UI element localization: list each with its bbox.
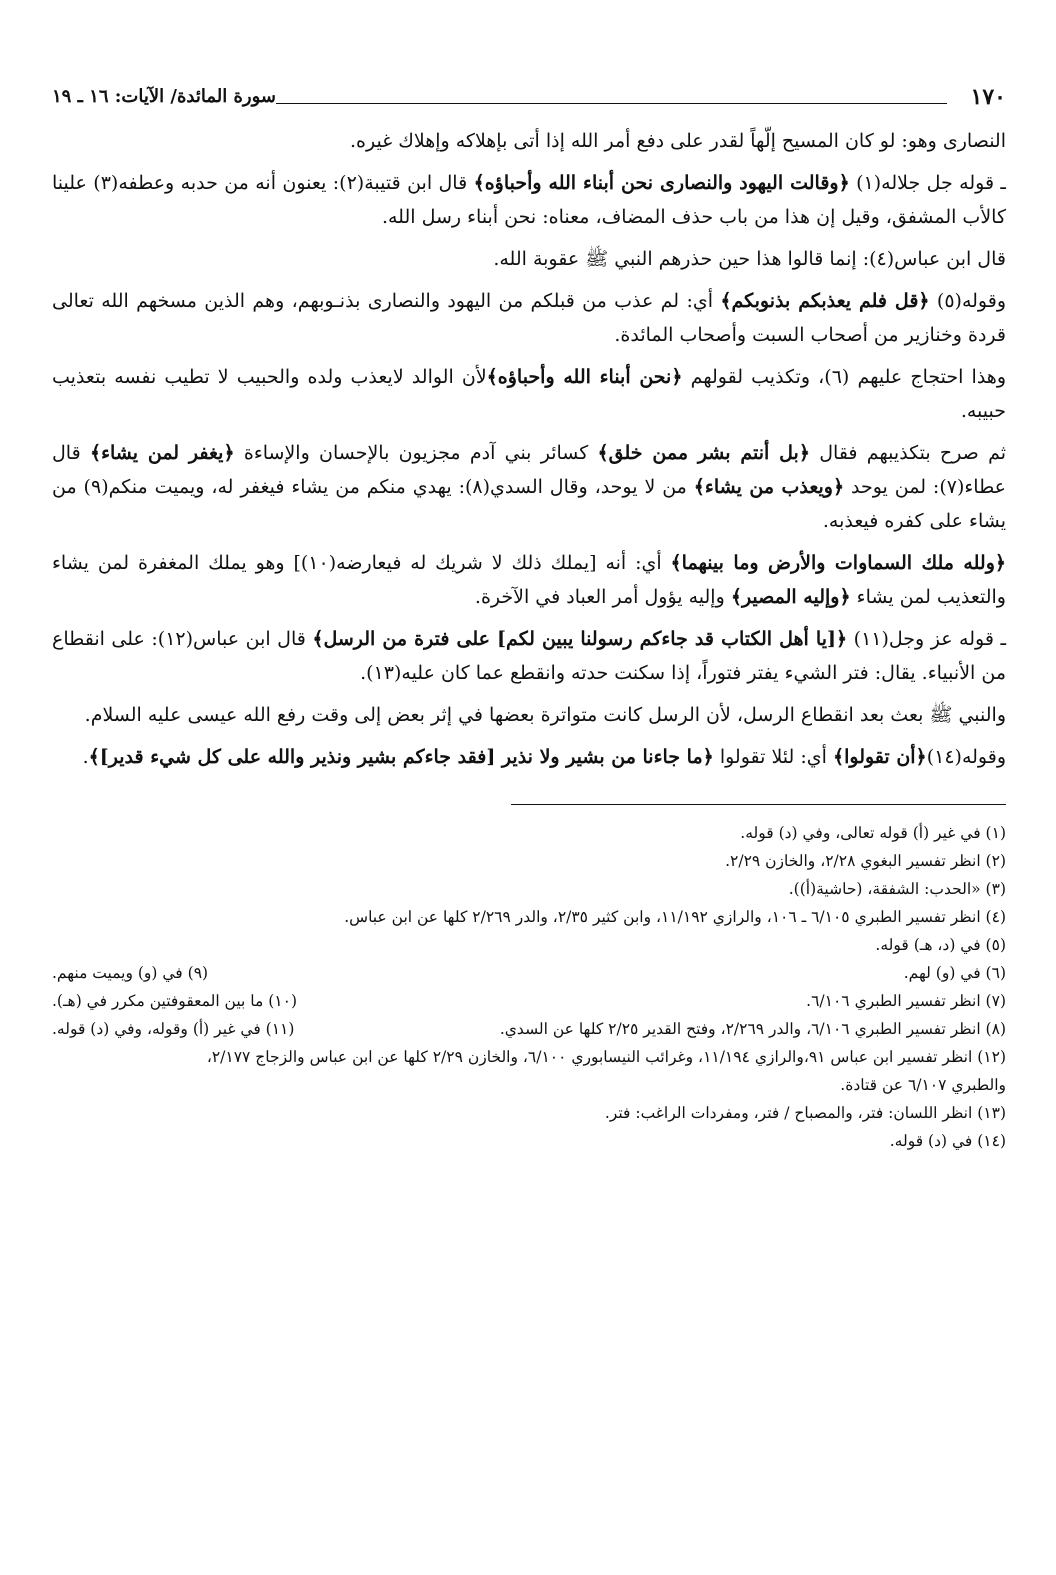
quran-quote: ﴿ما جاءنا من بشير ولا نذير [فقد جاءكم بشير ونذير والله على كل شيء قدير]﴾ [88, 746, 714, 768]
footnote: (٢) انظر تفسير البغوي ٢/٢٨، والخازن ٢/٢٩. [725, 852, 1006, 870]
footnote: (١) في غير (أ) قوله تعالى، وفي (د) قوله. [740, 824, 1006, 842]
header-rule [276, 103, 947, 104]
paragraph [52, 622, 1006, 690]
text-run: والنبي ﷺ بعث بعد انقطاع الرسل، لأن الرسل كانت متواترة بعضها في إثر بعض إلى وقت رفع الله عيسى عليه السلام. [84, 704, 1006, 726]
text-run: قال ابن قتيبة(٢): يعنون أنه من حدبه وعطفه(٣) علينا كالأب المشفق، وقيل إن هذا من باب حذف المضاف، معناه: نحن أبناء رسل الله. [52, 172, 1006, 228]
running-title: سورة المائدة/ الآيات: ١٦ ـ ١٩ [52, 86, 276, 107]
footnote: (١١) في غير (أ) وقوله، وفي (د) قوله. [52, 1020, 295, 1038]
text-run: أي: لم عذب من قبلكم من اليهود والنصارى بذنـوبهم، وهم الذين مسخهم الله تعالى قردة وخنازير من أصحاب السبت وأصحاب المائدة. [52, 290, 1006, 346]
quran-quote: ﴿بل أنتم بشر ممن خلق﴾ [597, 442, 810, 464]
paragraph [52, 242, 1006, 276]
footnote: (١٠) ما بين المعقوفتين مكرر في (هـ). [52, 992, 297, 1010]
footnote: (٩) في (و) ويميت منهم. [52, 964, 209, 982]
footnote: (٨) انظر تفسير الطبري ٦/١٠٦، والدر ٢/٢٦٩، وفتح القدير ٢/٢٥ كلها عن السدي. [499, 1020, 1006, 1038]
quran-quote: ﴿[يا أهل الكتاب قد جاءكم رسولنا يبين لكم] على فترة من الرسل﴾ [312, 628, 848, 650]
quran-quote: ﴿أن تقولوا﴾ [832, 746, 927, 768]
footnote: (١٤) في (د) قوله. [889, 1132, 1006, 1150]
text-run: ثم صرح بتكذيبهم فقال [809, 442, 1006, 464]
paragraph [52, 740, 1006, 774]
paragraph [52, 124, 1006, 158]
footnote-continuation: والطبري ٦/١٠٧ عن قتادة. [840, 1076, 1006, 1094]
paragraph [52, 360, 1006, 428]
footnote: (٧) انظر تفسير الطبري ٦/١٠٦. [806, 992, 1006, 1010]
footnote-row [52, 987, 1006, 1015]
footnote: (٦) في (و) لهم. [903, 964, 1006, 982]
footnotes [52, 819, 1006, 1155]
text-run: من لا يوحد، وقال السدي(٨): يهدي منكم من يشاء فيغفر له، ويميت منكم(٩) من يشاء على كفره فيعذبه. [52, 476, 1006, 532]
page-number: ١٧٠ [970, 84, 1006, 110]
quran-quote: ﴿ويعذب من يشاء﴾ [693, 476, 845, 498]
text-run: لأن الوالد لايعذب ولده والحبيب لا تطيب نفسه بتعذيب حبيبه. [52, 366, 1006, 422]
footnote: (١٢) انظر تفسير ابن عباس ٩١،والرازي ١١/١٩٤، وغرائب النيسابوري ٦/١٠٠، والخازن ٢/٢٩ كلها عن ابن عباس والزجاج ٢/١٧٧، [206, 1048, 1006, 1066]
paragraph [52, 698, 1006, 732]
footnote-separator [511, 804, 1006, 805]
quran-quote: ﴿يغفر لمن يشاء﴾ [89, 442, 235, 464]
paragraph [52, 436, 1006, 538]
text-run: النصارى وهو: لو كان المسيح إلّهاً لقدر على دفع أمر الله إذا أتى بإهلاكه وإهلاك غيره. [350, 130, 1006, 152]
paragraph [52, 284, 1006, 352]
text-run: وقوله(٥) [929, 290, 1006, 312]
footnote-row [52, 1015, 1006, 1043]
text-run: كسائر بني آدم مجزيون بالإحسان والإساءة [234, 442, 598, 464]
text-run: وهذا احتجاج عليهم (٦)، وتكذيب لقولهم [682, 366, 1006, 388]
text-run: ـ قوله جل جلاله(١) [849, 172, 1006, 194]
footnote: (١٣) انظر اللسان: فتر، والمصباح / فتر، ومفردات الراغب: فتر. [604, 1104, 1006, 1122]
text-run: أي: أنه [يملك ذلك لا شريك له فيعارضه(١٠)] وهو يملك المغفرة لمن يشاء والتعذيب لمن يشاء [52, 552, 1006, 608]
footnote: (٥) في (د، هـ) قوله. [875, 936, 1006, 954]
text-run: وإليه يؤول أمر العباد في الآخرة. [474, 586, 731, 608]
text-run: . [82, 746, 89, 768]
quran-quote: ﴿قل فلم يعذبكم بذنوبكم﴾ [720, 290, 930, 312]
quran-quote: ﴿ولله ملك السماوات والأرض وما بينهما﴾ [670, 552, 1006, 574]
text-run: وقوله(١٤) [926, 746, 1006, 768]
paragraph [52, 546, 1006, 614]
page-header [52, 78, 1006, 112]
text-run: ـ قوله عز وجل(١١) [847, 628, 1007, 650]
quran-quote: ﴿نحن أبناء الله وأحباؤه﴾ [486, 366, 683, 388]
main-text [52, 124, 1006, 774]
footnote: (٣) «الحدب: الشفقة، (حاشية(أ)). [788, 880, 1006, 898]
text-run: قال ابن عباس(١٢): على انقطاع من الأنبياء. يقال: فتر الشيء يفتر فتوراً، إذا سكنت حدته وانقطع عما كان عليه(١٣). [52, 628, 1006, 684]
footnote: (٤) انظر تفسير الطبري ٦/١٠٥ ـ ١٠٦، والرازي ١١/١٩٢، وابن كثير ٢/٣٥، والدر ٢/٢٦٩ كلها عن ابن عباس. [344, 908, 1006, 926]
footnote-row [52, 959, 1006, 987]
quran-quote: ﴿وإليه المصير﴾ [730, 586, 851, 608]
text-run: أي: لئلا تقولوا [713, 746, 833, 768]
text-run: قال ابن عباس(٤): إنما قالوا هذا حين حذرهم النبي ﷺ عقوبة الله. [493, 248, 1006, 270]
quran-quote: ﴿وقالت اليهود والنصارى نحن أبناء الله وأحباؤه﴾ [473, 172, 850, 194]
paragraph [52, 166, 1006, 234]
text-run: قال عطاء(٧): لمن يوحد [52, 442, 1007, 498]
